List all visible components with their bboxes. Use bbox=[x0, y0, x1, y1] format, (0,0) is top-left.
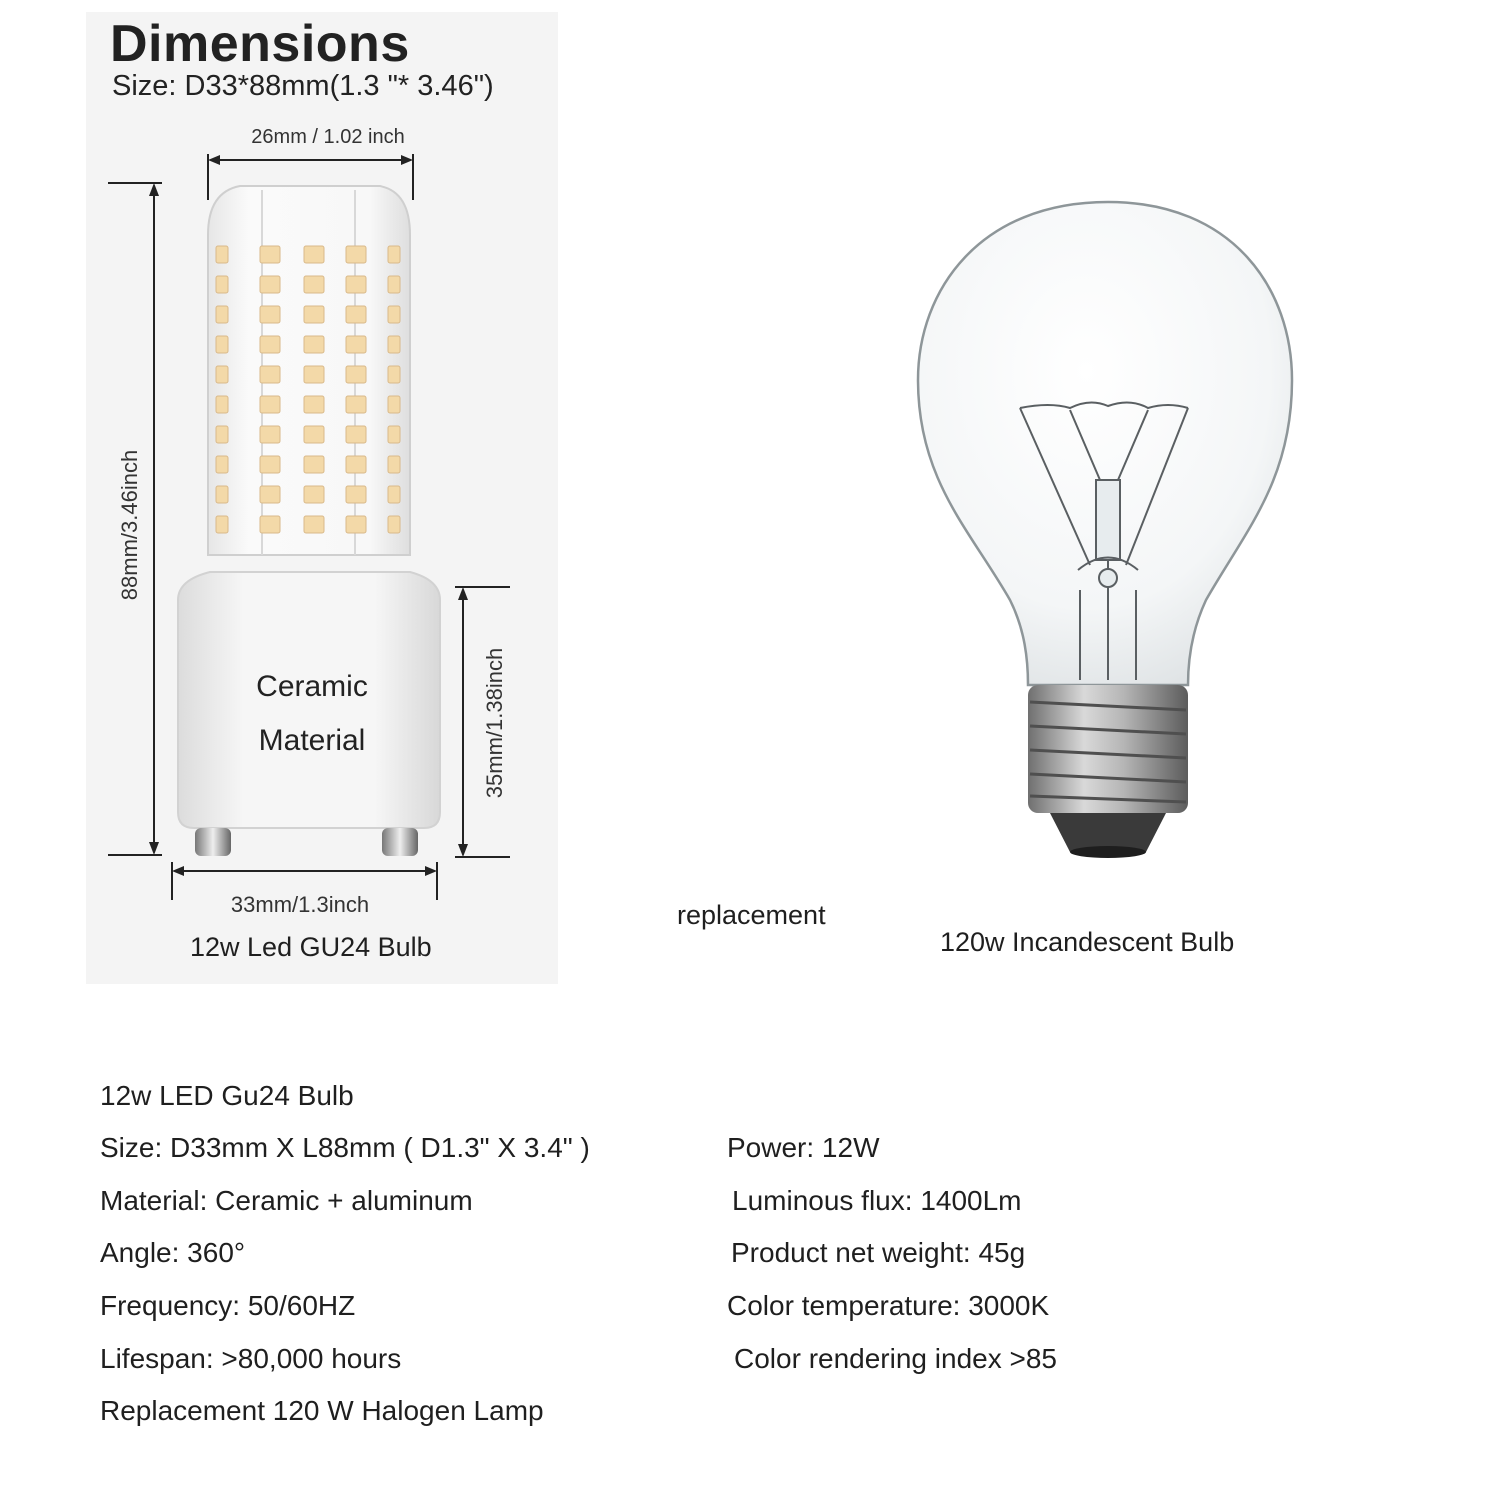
height-label: 88mm/3.46inch bbox=[117, 449, 142, 601]
replacement-caption: replacement bbox=[677, 900, 826, 930]
led-chip bbox=[346, 276, 366, 293]
spec-left-item: Frequency: 50/60HZ bbox=[100, 1290, 356, 1321]
led-chip bbox=[216, 396, 228, 413]
led-bulb-caption: 12w Led GU24 Bulb bbox=[190, 932, 432, 962]
spec-left-item: Material: Ceramic + aluminum bbox=[100, 1185, 473, 1216]
dimensions-size-line: Size: D33*88mm(1.3 "* 3.46") bbox=[112, 70, 494, 102]
led-chip bbox=[216, 456, 228, 473]
spec-left-item: Angle: 360° bbox=[100, 1237, 246, 1268]
led-chip bbox=[304, 396, 324, 413]
led-chip bbox=[388, 246, 400, 263]
led-chip bbox=[260, 516, 280, 533]
incandescent-bulb-caption: 120w Incandescent Bulb bbox=[940, 927, 1235, 957]
led-chip bbox=[304, 426, 324, 443]
incandescent-bulb-drawing bbox=[900, 180, 1320, 880]
led-chip bbox=[346, 336, 366, 353]
led-chip bbox=[388, 306, 400, 323]
ceramic-label-line-2: Material bbox=[258, 724, 366, 757]
ceramic-material-label bbox=[224, 660, 400, 768]
led-chip bbox=[216, 276, 228, 293]
led-chip bbox=[346, 486, 366, 503]
left-pin bbox=[195, 828, 231, 856]
led-chip bbox=[216, 486, 228, 503]
led-chip bbox=[260, 486, 280, 503]
led-chip bbox=[304, 336, 324, 353]
led-chip bbox=[388, 276, 400, 293]
base-width-label: 33mm/1.3inch bbox=[230, 892, 370, 917]
spec-right-item: Product net weight: 45g bbox=[731, 1237, 1026, 1268]
led-chip bbox=[388, 516, 400, 533]
led-chip bbox=[304, 306, 324, 323]
led-chip bbox=[388, 486, 400, 503]
led-chip bbox=[388, 366, 400, 383]
led-chip bbox=[346, 456, 366, 473]
led-chip bbox=[304, 516, 324, 533]
led-chip bbox=[216, 246, 228, 263]
led-chip bbox=[304, 276, 324, 293]
led-chip bbox=[346, 306, 366, 323]
led-chip bbox=[216, 366, 228, 383]
spec-heading: 12w LED Gu24 Bulb bbox=[100, 1080, 354, 1111]
led-chip bbox=[346, 366, 366, 383]
top-width-label: 26mm / 1.02 inch bbox=[251, 126, 405, 148]
led-chip bbox=[304, 486, 324, 503]
led-chip bbox=[388, 426, 400, 443]
led-chip bbox=[304, 366, 324, 383]
dimensions-title: Dimensions bbox=[110, 15, 410, 73]
led-chip bbox=[304, 456, 324, 473]
spec-left-item: Lifespan: >80,000 hours bbox=[100, 1343, 402, 1374]
spec-left-item: Replacement 120 W Halogen Lamp bbox=[100, 1395, 544, 1426]
led-chip bbox=[216, 426, 228, 443]
spec-left-item: Size: D33mm X L88mm ( D1.3" X 3.4" ) bbox=[100, 1132, 590, 1163]
led-chip bbox=[346, 426, 366, 443]
led-chip bbox=[388, 396, 400, 413]
led-chip bbox=[260, 396, 280, 413]
led-chip bbox=[216, 306, 228, 323]
led-chip bbox=[260, 246, 280, 263]
led-chip bbox=[388, 336, 400, 353]
led-chip bbox=[346, 396, 366, 413]
base-height-label: 35mm/1.38inch bbox=[482, 647, 507, 799]
led-chip bbox=[216, 516, 228, 533]
ceramic-label-line-1: Ceramic bbox=[256, 670, 368, 703]
spec-right-item: Color temperature: 3000K bbox=[727, 1290, 1050, 1321]
led-chip bbox=[260, 366, 280, 383]
led-chip bbox=[388, 456, 400, 473]
led-chip bbox=[260, 456, 280, 473]
glass-globe bbox=[918, 202, 1292, 685]
spec-right-item: Color rendering index >85 bbox=[734, 1343, 1057, 1374]
led-chip bbox=[260, 306, 280, 323]
led-chip bbox=[304, 246, 324, 263]
led-chip bbox=[260, 426, 280, 443]
led-chip bbox=[216, 336, 228, 353]
led-chip bbox=[346, 516, 366, 533]
led-chip bbox=[346, 246, 366, 263]
spec-right-item: Luminous flux: 1400Lm bbox=[732, 1185, 1022, 1216]
right-pin bbox=[382, 828, 418, 856]
led-chip bbox=[260, 276, 280, 293]
spec-right-item: Power: 12W bbox=[727, 1132, 880, 1163]
led-chip bbox=[260, 336, 280, 353]
